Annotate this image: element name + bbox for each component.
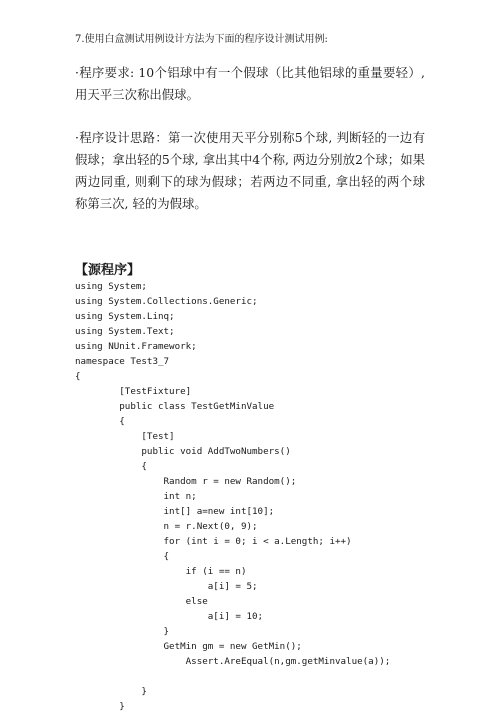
code-line: } xyxy=(75,701,125,712)
code-line: using System.Collections.Generic; xyxy=(75,296,258,307)
code-line: for (int i = 0; i < a.Length; i++) xyxy=(75,536,352,547)
design-idea: ·程序设计思路：第一次使用天平分别称5个球, 判断轻的一边有假球；拿出轻的5个球, 拿出其中4个称, 两边分别放2个球；如果两边同重, 则剩下的球为假球；若两边不同重, 拿出轻的两个球称第三次, 轻的为假球。 xyxy=(75,130,425,211)
code-line: { xyxy=(75,371,81,382)
code-line: using System; xyxy=(75,281,147,292)
code-line xyxy=(75,669,390,684)
code-line: public class TestGetMinValue xyxy=(75,401,275,412)
code-line: if (i == n) xyxy=(75,566,247,577)
code-line: [Test] xyxy=(75,431,175,442)
code-line: Assert.AreEqual(n,gm.getMinvalue(a)); xyxy=(75,656,391,667)
code-line: int[] a=new int[10]; xyxy=(75,506,275,517)
code-line: using System.Linq; xyxy=(75,311,175,322)
code-line: public void AddTwoNumbers() xyxy=(75,446,291,457)
code-line: a[i] = 5; xyxy=(75,581,258,592)
code-line: a[i] = 10; xyxy=(75,611,264,622)
code-line: using System.Text; xyxy=(75,326,175,337)
code-line: { xyxy=(75,461,147,472)
code-line: } xyxy=(75,626,170,637)
code-line: { xyxy=(75,551,170,562)
code-line: } xyxy=(75,686,147,697)
source-program-heading: 【源程序】 xyxy=(75,263,141,278)
question-title: 7.使用白盒测试用例设计方法为下面的程序设计测试用例: xyxy=(75,34,328,45)
code-line: using NUnit.Framework; xyxy=(75,341,197,352)
code-line: namespace Test3_7 xyxy=(75,356,170,367)
program-requirement: ·程序要求: 10个铝球中有一个假球（比其他铝球的重量要轻）, 用天平三次称出假球。 xyxy=(75,65,425,102)
code-line: n = r.Next(0, 9); xyxy=(75,521,258,532)
code-line: [TestFixture] xyxy=(75,386,192,397)
code-line: Random r = new Random(); xyxy=(75,476,297,487)
code-line: else xyxy=(75,596,208,607)
source-code-block xyxy=(75,279,390,714)
code-line: { xyxy=(75,416,125,427)
code-line: int n; xyxy=(75,491,197,502)
code-line: GetMin gm = new GetMin(); xyxy=(75,641,302,652)
